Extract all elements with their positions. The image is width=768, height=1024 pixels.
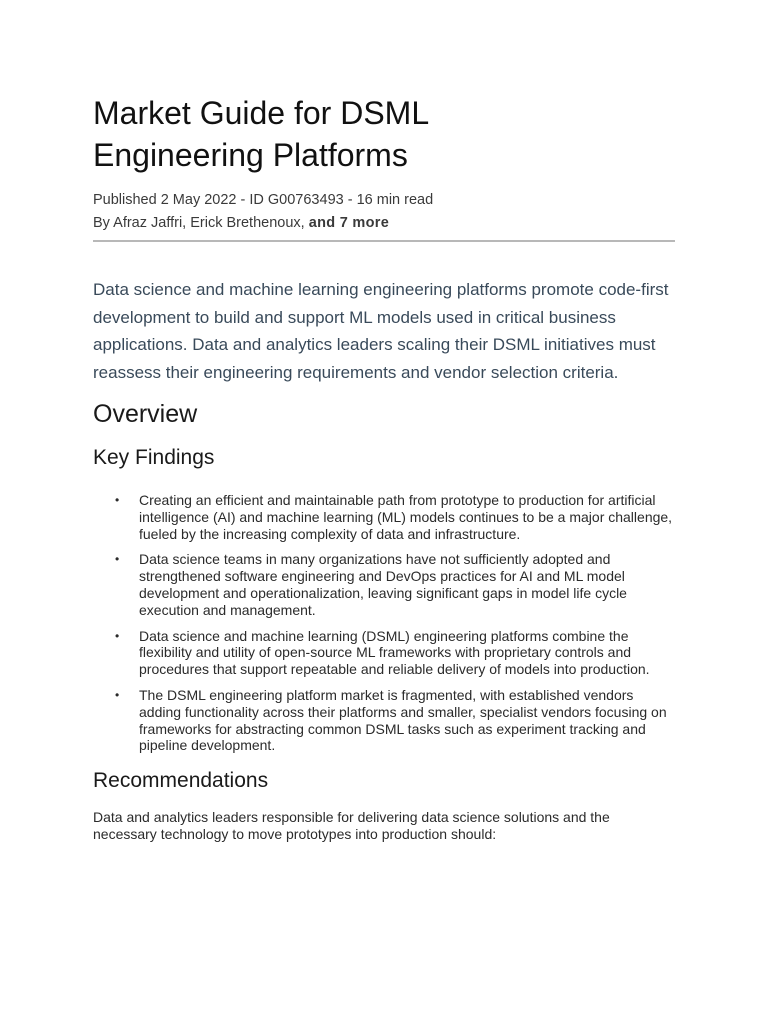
recommendations-heading: Recommendations (93, 769, 269, 793)
finding-text: The DSML engineering platform market is fragmented, with established vendors adding functionality across their platforms and smaller, specialist vendors focusing on frameworks for abstracting common DSML tasks such as experiment tracking and pipeline development. (139, 686, 667, 754)
bullet-icon: • (115, 687, 120, 702)
article (93, 92, 675, 843)
finding-text: Creating an efficient and maintainable path from prototype to production for artificial intelligence (AI) and machine learning (ML) models continues to be a major challenge, fueled by the increasing complexity of data and infrastructure. (139, 492, 673, 542)
finding-text: Data science and machine learning (DSML) engineering platforms combine the flexibility and utility of open-source ML frameworks with proprietary controls and procedures that support repeatable and reliable delivery of models into production. (139, 627, 650, 678)
authors-line (93, 212, 675, 235)
published-info: Published 2 May 2022 - ID G00763493 - 16 min read (93, 192, 434, 208)
list-item (93, 551, 675, 618)
article-summary: Data science and machine learning engineering platforms promote code-first development to build and support ML models used in critical business applications. Data and analytics leaders scaling their DSML initiatives must reassess their engineering requirements and vendor selection criteria. (93, 280, 669, 382)
key-findings-heading: Key Findings (93, 446, 215, 469)
list-item (93, 628, 675, 678)
article-meta (93, 189, 675, 235)
page-title-line-2: Engineering Platforms (93, 137, 408, 173)
finding-text: Data science teams in many organizations have not sufficiently adopted and strengthened software engineering and DevOps practices for AI and ML model development and operationalization, leaving significant gaps in model life cycle execution and management. (139, 551, 627, 618)
bullet-icon: • (115, 628, 120, 643)
more-authors-link[interactable]: and 7 more (308, 215, 390, 231)
overview-heading: Overview (93, 400, 198, 428)
page-title (93, 92, 675, 176)
recommendations-intro: Data and analytics leaders responsible for delivering data science solutions and the necessary technology to move prototypes into production should: (93, 809, 610, 843)
authors-names: By Afraz Jaffri, Erick Brethenoux, (93, 215, 309, 231)
page-title-line-1: Market Guide for DSML (93, 95, 430, 131)
list-item (93, 687, 675, 754)
list-item (93, 492, 675, 542)
header-divider (93, 240, 675, 242)
bullet-icon: • (115, 552, 120, 567)
key-findings-list (93, 492, 675, 754)
bullet-icon: • (115, 493, 120, 507)
